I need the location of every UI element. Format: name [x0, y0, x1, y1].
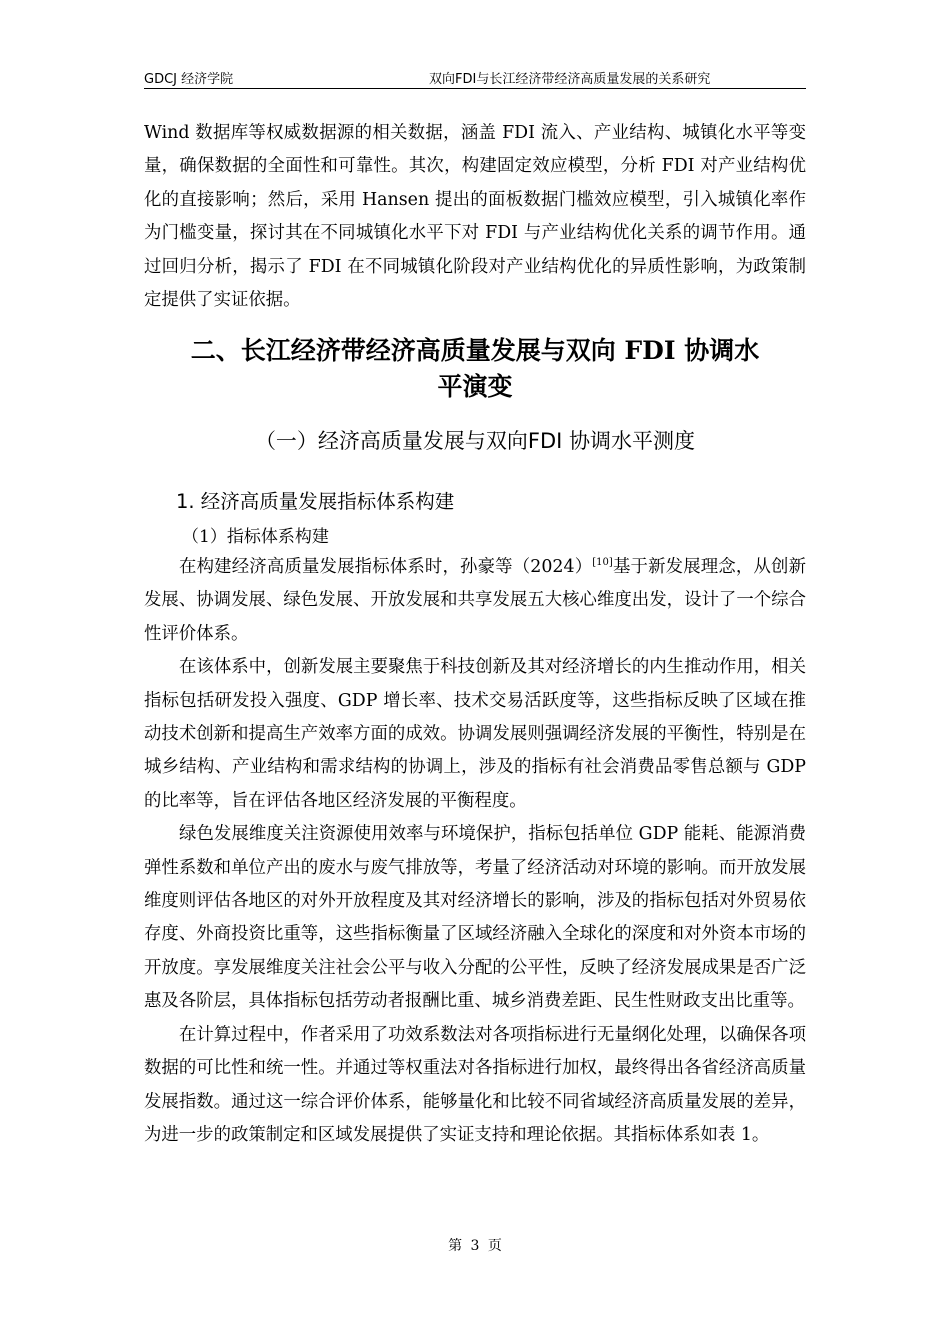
- header-left: GDCJ 经济学院: [144, 72, 234, 87]
- page-number: 3: [470, 1238, 480, 1254]
- section-title-line2: 平演变: [437, 372, 513, 401]
- paragraph-1: [144, 551, 806, 651]
- body-section: [144, 551, 806, 1152]
- page-footer: [0, 1235, 950, 1255]
- intro-block: [144, 117, 806, 317]
- p1-before: 在构建经济高质量发展指标体系时，孙豪等（2024）: [179, 557, 593, 577]
- running-header: [144, 66, 806, 89]
- subsubsection-title: 1. 经济高质量发展指标体系构建: [176, 490, 455, 513]
- p1-after: 基于新发展理念，从创新发展、协调发展、绿色发展、开放发展和共享发展五大核心维度出发，设计了一个综合性评价体系。: [144, 557, 806, 644]
- footer-suffix: 页: [487, 1238, 502, 1254]
- section-title: [150, 333, 800, 405]
- paragraph-2: 在该体系中，创新发展主要聚焦于科技创新及其对经济增长的内生推动作用，相关指标包括研发投入强度、GDP 增长率、技术交易活跃度等，这些指标反映了区域在推动技术创新和提高生产效率方面的成效。协调发展则强调经济发展的平衡性，特别是在城乡结构、产业结构和需求结构的协调上，涉及的指标有社会消费品零售总额与 GDP 的比率等，旨在评估各地区经济发展的平衡程度。: [144, 657, 806, 811]
- subsection-title: （一）经济高质量发展与双向FDI 协调水平测度: [254, 429, 696, 453]
- section-title-line1: 二、长江经济带经济高质量发展与双向 FDI 协调水: [190, 336, 760, 365]
- paragraph-4: 在计算过程中，作者采用了功效系数法对各项指标进行无量纲化处理，以确保各项数据的可比性和统一性。并通过等权重法对各指标进行加权，最终得出各省经济高质量发展指数。通过这一综合评价体系，能够量化和比较不同省域经济高质量发展的差异，为进一步的政策制定和区域发展提供了实证支持和理论依据。其指标体系如表 1。: [144, 1024, 806, 1145]
- citation-ref: [10]: [592, 557, 613, 569]
- paragraph-3: 绿色发展维度关注资源使用效率与环境保护，指标包括单位 GDP 能耗、能源消费弹性系数和单位产出的废水与废气排放等，考量了经济活动对环境的影响。而开放发展维度则评估各地区的对外开放程度及其对经济增长的影响，涉及的指标包括对外贸易依存度、外商投资比重等，这些指标衡量了区域经济融入全球化的深度和对外资本市场的开放度。享发展维度关注社会公平与收入分配的公平性，反映了经济发展成果是否广泛惠及各阶层，具体指标包括劳动者报酬比重、城乡消费差距、民生性财政支出比重等。: [144, 824, 806, 1012]
- intro-paragraph: Wind 数据库等权威数据源的相关数据，涵盖 FDI 流入、产业结构、城镇化水平等变量，确保数据的全面性和可靠性。其次，构建固定效应模型，分析 FDI 对产业结构优化的直接影响；然后，采用 Hansen 提出的面板数据门槛效应模型，引入城镇化率作为门槛变量，探讨其在不同城镇化水平下对 FDI 与产业结构优化关系的调节作用。通过回归分析，揭示了 FDI 在不同城镇化阶段对产业结构优化的异质性影响，为政策制定提供了实证依据。: [144, 123, 806, 311]
- footer-prefix: 第: [448, 1238, 463, 1254]
- item-title: （1）指标体系构建: [182, 527, 329, 547]
- header-right: 双向FDI与长江经济带经济高质量发展的关系研究: [429, 72, 711, 87]
